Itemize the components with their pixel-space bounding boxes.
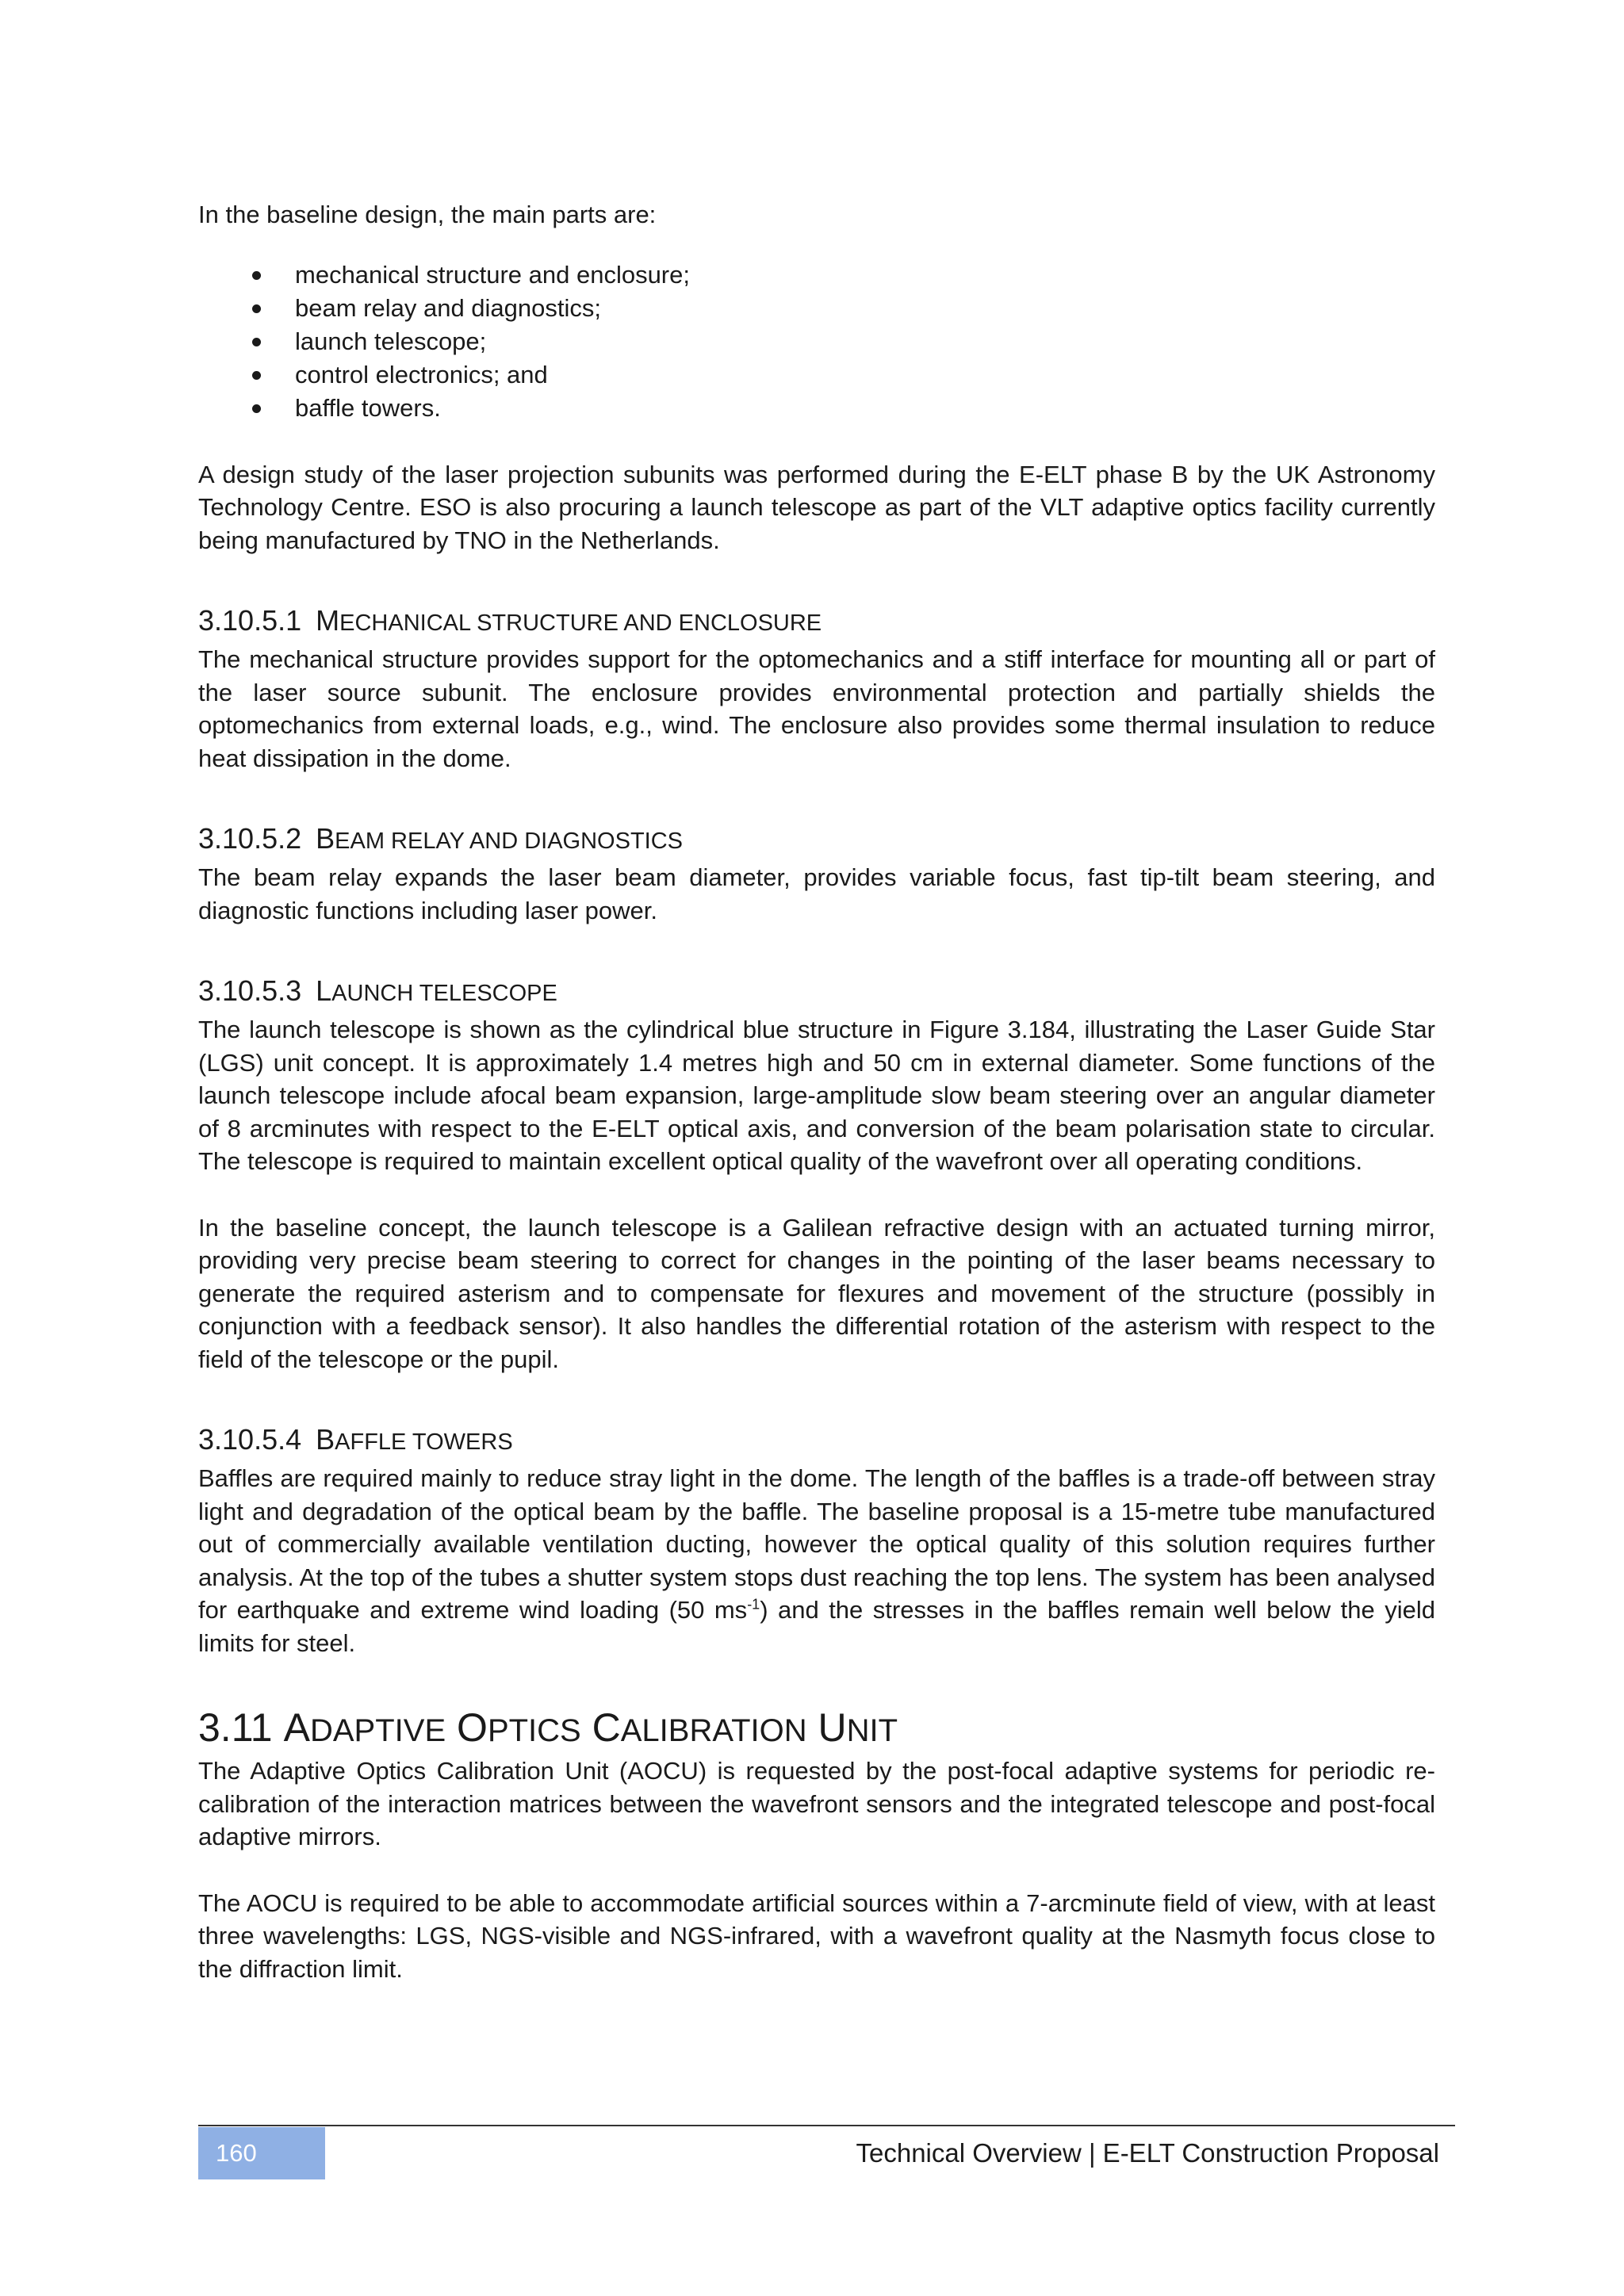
- bullet-icon: [252, 404, 261, 413]
- bullet-icon: [252, 338, 261, 346]
- bullet-icon: [252, 271, 261, 280]
- list-item: baffle towers.: [198, 392, 1435, 425]
- section-heading-launch-telescope: 3.10.5.3 LAUNCH TELESCOPE: [198, 974, 557, 1007]
- list-item: beam relay and diagnostics;: [198, 292, 1435, 325]
- footer-divider: [198, 2125, 1455, 2126]
- launch-telescope-paragraph-1: The launch telescope is shown as the cylindrical blue structure in Figure 3.184, illustrating the Laser Guide Star (LGS) unit concept. It is approximately 1.4 metres high and 50 cm in external diameter. Some functions of the launch telescope include afocal beam expansion, large-amplitude slow beam steering over an angular diameter of 8 arcminutes with respect to the E-ELT optical axis, and conversion of the beam polarisation state to circular. The telescope is required to maintain excellent optical quality of the wavefront over all operating conditions.: [198, 1016, 1435, 1175]
- launch-telescope-paragraph-2: In the baseline concept, the launch telescope is a Galilean refractive design with an actuated turning mirror, providing very precise beam steering to correct for changes in the pointing of the laser beams necessary to generate the required asterism and to compensate for flexures and movement of the structure (possibly in conjunction with a feedback sensor). It also handles the differential rotation of the asterism with respect to the field of the telescope or the pupil.: [198, 1213, 1435, 1373]
- list-item: launch telescope;: [198, 325, 1435, 358]
- aocu-paragraph-1: The Adaptive Optics Calibration Unit (AOCU) is requested by the post-focal adaptive systems for periodic re-calibration of the interaction matrices between the wavefront sensors and the integrated telescope and post-focal adaptive mirrors.: [198, 1757, 1435, 1850]
- section-heading-beam-relay: 3.10.5.2 BEAM RELAY AND DIAGNOSTICS: [198, 822, 684, 855]
- bullet-icon: [252, 371, 261, 380]
- section-heading-aocu: 3.11 ADAPTIVE OPTICS CALIBRATION UNIT: [198, 1705, 898, 1750]
- page-number: 160: [198, 2127, 325, 2179]
- baffle-towers-paragraph: Baffles are required mainly to reduce stray light in the dome. The length of the baffles is a trade-off between stray light and degradation of the optical beam by the baffle. The baseline proposal is a 15-metre tube manufactured out of commercially available ventilation ducting, however the optical quality of this solution requires further analysis. At the top of the tubes a shutter system stops dust reaching the top lens. The system has been analysed for earthquake and extreme wind loading (50 $ms^{-1}$) and the stresses in the baffles remain well below the yield limits for steel.: [198, 1464, 1435, 1657]
- aocu-paragraph-2: The AOCU is required to be able to accommodate artificial sources within a 7-arcminute field of view, with at least three wavelengths: LGS, NGS-visible and NGS-infrared, with a wavefront quality at the Nasmyth focus close to the diffraction limit.: [198, 1888, 1435, 1983]
- bullet-icon: [252, 304, 261, 313]
- intro-paragraph: In the baseline design, the main parts are:: [198, 201, 657, 228]
- footer-title: Technical Overview | E-ELT Construction Proposal: [856, 2138, 1439, 2168]
- list-item: mechanical structure and enclosure;: [198, 258, 1435, 292]
- section-heading-mechanical-structure: 3.10.5.1 MECHANICAL STRUCTURE AND ENCLOSURE: [198, 604, 822, 637]
- design-study-paragraph: A design study of the laser projection subunits was performed during the E-ELT phase B by the UK Astronomy Technology Centre. ESO is also procuring a launch telescope as part of the VLT adaptive optics facility currently being manufactured by TNO in the Netherlands.: [198, 460, 1435, 554]
- section-heading-baffle-towers: 3.10.5.4 BAFFLE TOWERS: [198, 1423, 513, 1456]
- page-body: [198, 198, 1435, 1985]
- main-parts-list: [198, 258, 1435, 425]
- list-item: control electronics; and: [198, 358, 1435, 392]
- mechanical-structure-paragraph: The mechanical structure provides support for the optomechanics and a stiff interface for mounting all or part of the laser source subunit. The enclosure provides environmental protection and partially shields the optomechanics from external loads, e.g., wind. The enclosure also provides some thermal insulation to reduce heat dissipation in the dome.: [198, 645, 1435, 772]
- beam-relay-paragraph: The beam relay expands the laser beam diameter, provides variable focus, fast tip-tilt beam steering, and diagnostic functions including laser power.: [198, 863, 1435, 924]
